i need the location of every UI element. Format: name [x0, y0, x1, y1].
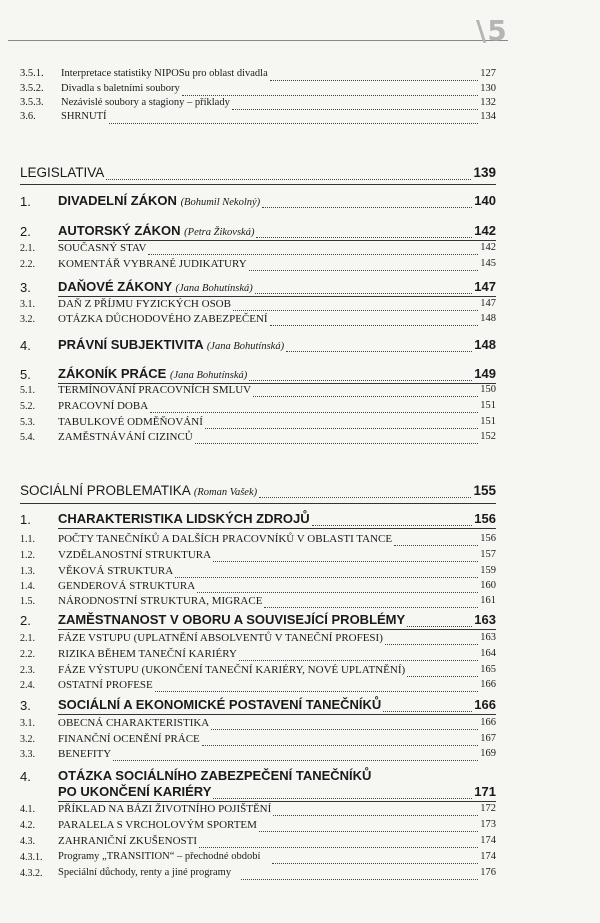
subsection-entry — [0, 256, 600, 274]
entry-title-text: TABULKOVÉ ODMĚŇOVÁNÍ — [58, 416, 203, 428]
entry-page: 132 — [480, 97, 496, 108]
entry-title-text: VZDĚLANOSTNÍ STRUKTURA — [58, 549, 212, 561]
dot-leader — [385, 643, 478, 645]
entry-title — [61, 111, 107, 122]
entry-number: 4. — [20, 769, 31, 784]
entry-title — [58, 242, 146, 254]
dot-leader — [150, 411, 478, 413]
dot-leader — [286, 350, 472, 352]
entry-title — [58, 533, 392, 545]
entry-title-text: LEGISLATIVA — [20, 165, 105, 180]
dot-leader — [211, 728, 478, 730]
entry-number: 1.2. — [20, 550, 35, 561]
entry-title — [58, 298, 231, 310]
entry-title-text: ZÁKONÍK PRÁCE — [58, 366, 167, 381]
entry-title-text: RIZIKA BĚHEM TANEČNÍ KARIÉRY — [58, 648, 237, 660]
dot-leader — [407, 625, 472, 627]
entry-author: (Jana Bohutínská) — [175, 283, 253, 294]
section-heading-socialni — [0, 483, 600, 501]
dot-leader — [262, 206, 472, 208]
entry-page: 155 — [473, 483, 496, 498]
entry-title — [58, 223, 254, 238]
page-header — [0, 0, 600, 52]
entry-title — [58, 803, 271, 815]
entry-title-text: PRACOVNÍ DOBA — [58, 400, 149, 412]
entry-title — [61, 83, 180, 94]
dot-leader — [195, 442, 478, 444]
dot-leader — [312, 524, 472, 526]
entry-number: 3.5.1. — [20, 68, 44, 79]
chapter-entry — [0, 223, 600, 241]
entry-title — [58, 580, 195, 592]
entry-title — [58, 431, 193, 443]
entry-page: 171 — [474, 784, 496, 799]
chapter-entry — [0, 511, 600, 529]
entry-page: 157 — [480, 549, 496, 560]
entry-title-text: OBECNÁ CHARAKTERISTIKA — [58, 717, 210, 729]
entry-page: 161 — [480, 595, 496, 606]
entry-title — [58, 313, 268, 325]
entry-title-text: CHARAKTERISTIKA LIDSKÝCH ZDROJŮ — [58, 511, 310, 526]
entry-page: 166 — [480, 679, 496, 690]
entry-title-text: Divadla s baletními soubory — [61, 83, 180, 94]
dot-leader — [155, 690, 478, 692]
entry-title-line1: OTÁZKA SOCIÁLNÍHO ZABEZPEČENÍ TANEČNÍKŮ — [58, 768, 372, 783]
entry-title — [58, 632, 383, 644]
chapter-entry — [0, 697, 600, 715]
entry-number: 1.1. — [20, 534, 35, 545]
chapter-entry — [0, 784, 600, 802]
entry-title-text: ZAMĚSTNÁVÁNÍ CIZINCŮ — [58, 431, 193, 443]
entry-title-text: ZAHRANIČNÍ ZKUŠENOSTI — [58, 835, 198, 847]
entry-number: 1.3. — [20, 566, 35, 577]
entry-page: 130 — [480, 83, 496, 94]
entry-title-text: Nezávislé soubory a stagiony – příklady — [61, 97, 230, 108]
entry-title-text: DIVADELNÍ ZÁKON — [58, 193, 177, 208]
dot-leader — [199, 846, 478, 848]
entry-title — [58, 784, 211, 799]
dot-leader — [259, 830, 478, 832]
separator-rule — [20, 503, 496, 504]
entry-title-text: ZAMĚSTNANOST V OBORU A SOUVISEJÍCÍ PROBLÉMY — [58, 612, 406, 627]
entry-title-text: SOCIÁLNÍ A EKONOMICKÉ POSTAVENÍ TANEČNÍKŮ — [58, 697, 382, 712]
entry-title-text: FÁZE VSTUPU (UPLATNĚNÍ ABSOLVENTŮ V TANEČNÍ PROFESI) — [58, 632, 383, 644]
entry-number: 1. — [20, 512, 31, 527]
subsection-entry — [0, 677, 600, 695]
entry-title — [58, 679, 153, 691]
entry-page: 172 — [480, 803, 496, 814]
entry-title — [58, 258, 247, 270]
entry-title — [58, 366, 247, 381]
entry-title-text: POČTY TANEČNÍKŮ A DALŠÍCH PRACOVNÍKŮ V OBLASTI TANCE — [58, 533, 393, 545]
entry-number: 2. — [20, 613, 31, 628]
entry-title-text: SHRNUTÍ — [61, 111, 107, 122]
entry-author: (Jana Bohutínská) — [169, 370, 248, 381]
section-heading-legislativa — [0, 165, 600, 183]
entry-title-text: SOUČASNÝ STAV — [58, 242, 147, 254]
entry-page: 174 — [480, 851, 496, 862]
entry-author: (Bohumil Nekolný) — [180, 197, 261, 208]
entry-page: 150 — [480, 384, 496, 395]
dot-leader — [272, 862, 478, 864]
entry-page: 151 — [480, 400, 496, 411]
entry-title — [58, 279, 253, 294]
entry-number: 3.3. — [20, 749, 35, 760]
entry-title-text: PO UKONČENÍ KARIÉRY — [58, 784, 212, 799]
entry-page: 166 — [480, 717, 496, 728]
dot-leader — [241, 878, 478, 880]
entry-page: 164 — [480, 648, 496, 659]
dot-leader — [255, 292, 472, 294]
entry-page: 142 — [480, 242, 496, 253]
entry-number: 2.2. — [20, 259, 35, 270]
entry-page: 145 — [480, 258, 496, 269]
entry-title — [58, 867, 231, 878]
dot-leader — [264, 606, 478, 608]
entry-title-text: OTÁZKA DŮCHODOVÉHO ZABEZPEČENÍ — [58, 313, 268, 325]
entry-number: 3.1. — [20, 718, 35, 729]
entry-number: 3.2. — [20, 314, 35, 325]
entry-page: 156 — [480, 533, 496, 544]
entry-number: 2. — [20, 224, 31, 239]
entry-page: 163 — [480, 632, 496, 643]
entry-title-text: DAŇOVÉ ZÁKONY — [58, 279, 172, 294]
entry-number: 3. — [20, 280, 31, 295]
dot-leader — [148, 253, 478, 255]
entry-title-text: OSTATNÍ PROFESE — [58, 679, 153, 691]
entry-title — [20, 483, 257, 498]
entry-page: 147 — [474, 279, 496, 294]
subsection-entry — [0, 865, 600, 883]
dot-leader — [253, 395, 478, 397]
entry-number: 1.5. — [20, 596, 35, 607]
header-rule — [8, 40, 508, 41]
chapter-entry — [0, 193, 600, 211]
entry-number: 4.3.1. — [20, 852, 43, 863]
entry-title-text: VĚKOVÁ STRUKTURA — [58, 565, 174, 577]
entry-page: 159 — [480, 565, 496, 576]
entry-title — [58, 851, 260, 862]
entry-title-text: KOMENTÁŘ VYBRANÉ JUDIKATURY — [58, 258, 247, 270]
separator-rule — [58, 528, 496, 529]
subsection-entry — [0, 593, 600, 611]
entry-title — [58, 565, 173, 577]
dot-leader — [213, 560, 478, 562]
entry-title — [58, 400, 148, 412]
entry-page: 152 — [480, 431, 496, 442]
entry-title — [61, 97, 230, 108]
dot-leader — [259, 496, 471, 498]
entry-title — [58, 612, 405, 627]
entry-number: 4.2. — [20, 820, 35, 831]
entry-page: 173 — [480, 819, 496, 830]
entry-page: 151 — [480, 416, 496, 427]
entry-page: 147 — [480, 298, 496, 309]
entry-title — [61, 68, 268, 79]
entry-title — [58, 384, 251, 396]
entry-page: 165 — [480, 664, 496, 675]
front-entry — [0, 109, 600, 127]
subsection-entry — [0, 429, 600, 447]
dot-leader — [256, 236, 472, 238]
entry-title-text: PARALELA S VRCHOLOVÝM SPORTEM — [58, 819, 257, 831]
entry-title-text: Speciální důchody, renty a jiné programy — [58, 867, 232, 878]
entry-page: 166 — [474, 697, 496, 712]
dot-leader — [249, 379, 472, 381]
entry-number: 5.3. — [20, 417, 35, 428]
entry-title-text: NÁRODNOSTNÍ STRUKTURA, MIGRACE — [58, 595, 263, 607]
entry-number: 4.1. — [20, 804, 35, 815]
entry-title — [58, 835, 197, 847]
entry-number: 2.3. — [20, 665, 35, 676]
entry-page: 127 — [480, 68, 496, 79]
entry-author: (Petra Žikovská) — [184, 227, 255, 238]
entry-title-text: AUTORSKÝ ZÁKON — [58, 223, 181, 238]
dot-leader — [113, 759, 478, 761]
entry-number: 4. — [20, 338, 31, 353]
entry-number: 5.1. — [20, 385, 35, 396]
entry-title-text: PŘÍKLAD NA BÁZI ŽIVOTNÍHO POJIŠTĚNÍ — [58, 803, 272, 815]
entry-number: 4.3. — [20, 836, 35, 847]
entry-number: 5.2. — [20, 401, 35, 412]
dot-leader — [106, 178, 471, 180]
entry-title-text: Programy „TRANSITION“ – přechodné období — [58, 851, 261, 862]
entry-page: 142 — [474, 223, 496, 238]
dot-leader — [383, 710, 472, 712]
entry-title — [58, 337, 284, 352]
entry-page: 160 — [480, 580, 496, 591]
entry-title — [58, 733, 200, 745]
entry-number: 4.3.2. — [20, 868, 43, 879]
entry-title-text: BENEFITY — [58, 748, 112, 760]
entry-page: 134 — [480, 111, 496, 122]
entry-title-text: FINANČNÍ OCENĚNÍ PRÁCE — [58, 733, 200, 745]
dot-leader — [249, 269, 478, 271]
entry-page: 163 — [474, 612, 496, 627]
dot-leader — [273, 814, 478, 816]
entry-title-text: SOCIÁLNÍ PROBLEMATIKA — [20, 483, 191, 498]
chapter-entry — [0, 612, 600, 630]
dot-leader — [109, 122, 478, 124]
entry-title-text: PRÁVNÍ SUBJEKTIVITA — [58, 337, 204, 352]
entry-title — [58, 549, 211, 561]
separator-rule — [20, 184, 496, 185]
entry-title — [58, 648, 237, 660]
entry-number: 3.1. — [20, 299, 35, 310]
entry-number: 2.1. — [20, 243, 35, 254]
entry-page: 156 — [474, 511, 496, 526]
entry-number: 3.2. — [20, 734, 35, 745]
entry-number: 2.2. — [20, 649, 35, 660]
entry-title-text: TERMÍNOVÁNÍ PRACOVNÍCH SMLUV — [58, 384, 252, 396]
chapter-entry — [0, 279, 600, 297]
entry-number: 5. — [20, 367, 31, 382]
dot-leader — [394, 544, 478, 546]
entry-title — [58, 416, 203, 428]
entry-title — [58, 748, 111, 760]
entry-author: (Roman Vašek) — [193, 487, 258, 498]
entry-title — [20, 165, 104, 180]
entry-number: 5.4. — [20, 432, 35, 443]
entry-page: 148 — [480, 313, 496, 324]
entry-title-text: GENDEROVÁ STRUKTURA — [58, 580, 196, 592]
page-number: \5 — [476, 14, 508, 47]
dot-leader — [270, 324, 478, 326]
entry-page: 174 — [480, 835, 496, 846]
entry-title — [58, 193, 260, 208]
entry-number: 3. — [20, 698, 31, 713]
entry-title — [58, 697, 381, 712]
entry-page: 148 — [474, 337, 496, 352]
entry-page: 169 — [480, 748, 496, 759]
entry-page: 139 — [473, 165, 496, 180]
entry-page: 149 — [474, 366, 496, 381]
entry-number: 3.5.2. — [20, 83, 44, 94]
entry-page: 167 — [480, 733, 496, 744]
entry-page: 176 — [480, 867, 496, 878]
entry-title-text: FÁZE VÝSTUPU (UKONČENÍ TANEČNÍ KARIÉRY, NOVÉ UPLATNĚNÍ) — [58, 664, 406, 676]
entry-number: 2.4. — [20, 680, 35, 691]
entry-title — [58, 717, 209, 729]
entry-title — [58, 664, 405, 676]
entry-number: 1. — [20, 194, 31, 209]
entry-number: 1.4. — [20, 581, 35, 592]
entry-page: 140 — [474, 193, 496, 208]
subsection-entry — [0, 746, 600, 764]
entry-number: 2.1. — [20, 633, 35, 644]
entry-title-text: DAŇ Z PŘÍJMU FYZICKÝCH OSOB — [58, 298, 231, 310]
entry-number: 3.5.3. — [20, 97, 44, 108]
subsection-entry — [0, 311, 600, 329]
entry-title-text: Interpretace statistiky NIPOSu pro oblast divadla — [61, 68, 268, 79]
entry-title — [58, 595, 262, 607]
entry-title — [58, 819, 257, 831]
chapter-entry — [0, 337, 600, 355]
entry-author: (Jana Bohutínská) — [206, 341, 285, 352]
dot-leader — [213, 797, 472, 799]
entry-number: 3.6. — [20, 111, 36, 122]
dot-leader — [239, 659, 478, 661]
entry-title — [58, 511, 310, 526]
